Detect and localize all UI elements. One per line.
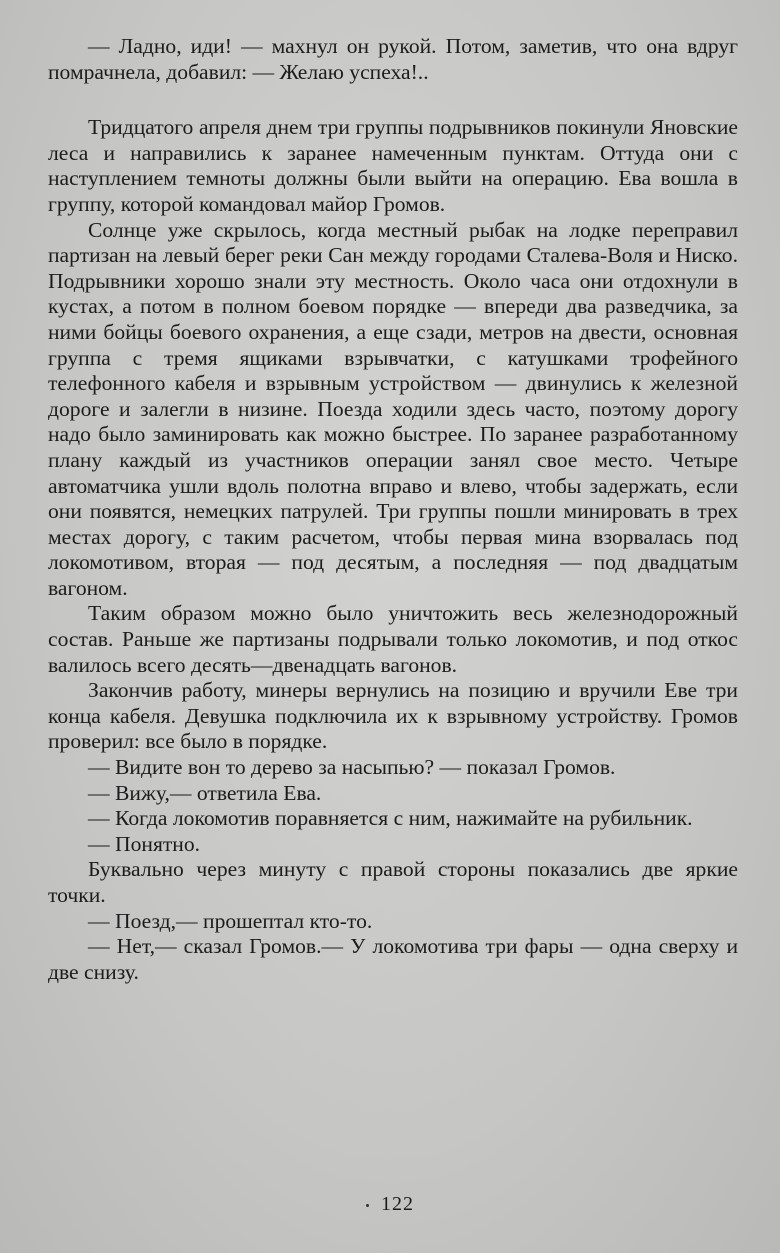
page-number-dot (366, 1204, 369, 1207)
page-number: 122 (381, 1193, 414, 1215)
paragraph: Буквально через минуту с правой стороны показались две яркие точки. (48, 857, 738, 907)
dialogue-line: — Вижу,— ответила Ева. (88, 780, 322, 805)
section-break (48, 85, 738, 115)
page-body-text (48, 34, 738, 985)
paragraph: — Ладно, иди! — махнул он рукой. Потом, заметив, что она вдруг помрачнела, добавил: — Желаю успеха!.. (48, 34, 738, 84)
paragraph: Закончив работу, минеры вернулись на позицию и вручили Еве три конца кабеля. Девушка подключила их к взрывному устройству. Громов проверил: все было в порядке. (48, 678, 738, 754)
paragraph: Таким образом можно было уничтожить весь железнодорожный состав. Раньше же партизаны подрывали только локомотив, и под откос валилось всего десять—двенадцать вагонов. (48, 601, 738, 677)
dialogue-line: — Когда локомотив поравняется с ним, нажимайте на рубильник. (88, 806, 693, 831)
page-number-footer (0, 1193, 780, 1216)
paragraph: Солнце уже скрылось, когда местный рыбак на лодке переправил партизан на левый берег реки Сан между городами Сталева-Воля и Ниско. Подрывники хорошо знали эту местность. Около часа они отдохнули в кустах, а потом в полном боевом порядке — впереди два разведчика, за ними бойцы боевого охранения, а еще сзади, метров на двести, основная группа с тремя ящиками взрывчатки, с катушками трофейного телефонного кабеля и взрывным устройством — двинулись к железной дороге и залегли в низине. Поезда ходили здесь часто, поэтому дорогу надо было заминировать как можно быстрее. По заранее разработанному плану каждый из участников операции занял свое место. Четыре автоматчика ушли вдоль полотна вправо и влево, чтобы задержать, если они появятся, немецких патрулей. Три группы пошли минировать в трех местах дорогу, с таким расчетом, чтобы первая мина взорвалась под локомотивом, вторая — под десятым, а последняя — под двадцатым вагоном. (48, 217, 738, 600)
paragraph: Тридцатого апреля днем три группы подрывников покинули Яновские леса и направились к заранее намеченным пунктам. Оттуда они с наступлением темноты должны были выйти на операцию. Ева вошла в группу, которой командовал майор Громов. (48, 115, 738, 216)
dialogue-line: — Нет,— сказал Громов.— У локомотива три фары — одна сверху и две снизу. (48, 934, 738, 984)
dialogue-line: — Поезд,— прошептал кто-то. (88, 908, 373, 933)
dialogue-line: — Понятно. (88, 831, 201, 856)
dialogue-line: — Видите вон то дерево за насыпью? — показал Громов. (88, 755, 616, 780)
